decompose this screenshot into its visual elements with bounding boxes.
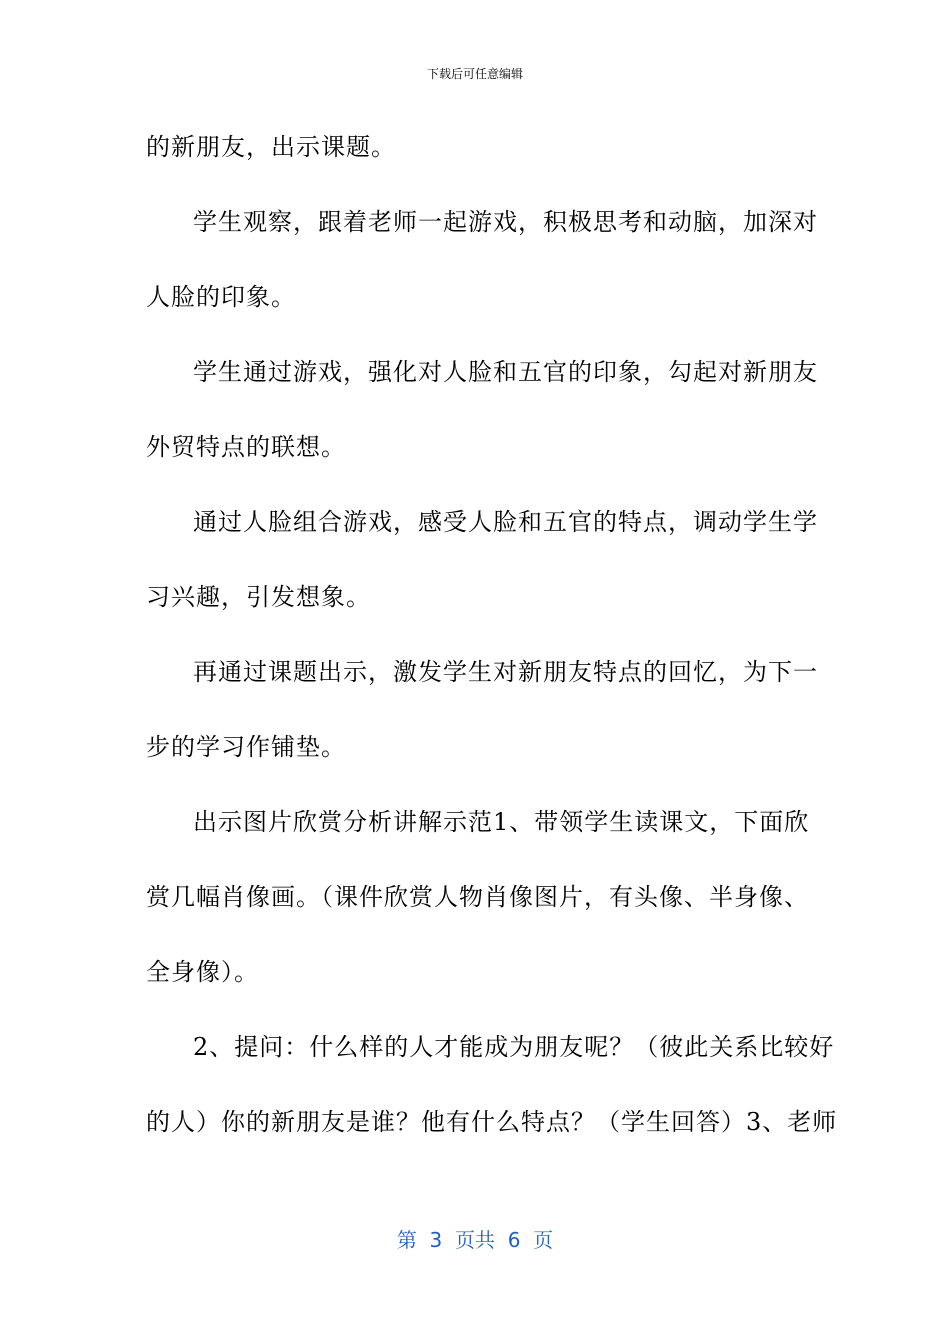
page-number: 第 3 页共 6 页 [396, 1228, 554, 1252]
page-header: 下载后可任意编辑 [426, 67, 523, 81]
text-line: 赏几幅肖像画。（课件欣赏人物肖像图片，有头像、半身像、 [146, 883, 809, 911]
text-line: 2、提问：什么样的人才能成为朋友呢？（彼此关系比较好 [193, 1033, 835, 1061]
text-line: 全身像）。 [146, 958, 259, 986]
text-line: 的人）你的新朋友是谁？他有什么特点？（学生回答）3、老师 [146, 1108, 838, 1136]
text-line: 出示图片欣赏分析讲解示范1、带领学生读课文，下面欣 [193, 808, 810, 836]
text-line: 学生观察，跟着老师一起游戏，积极思考和动脑，加深对 [193, 208, 818, 236]
text-line: 通过人脸组合游戏，感受人脸和五官的特点，调动学生学 [193, 508, 818, 536]
text-line: 外贸特点的联想。 [146, 433, 346, 461]
text-line: 人脸的印象。 [146, 283, 296, 311]
text-line: 再通过课题出示，激发学生对新朋友特点的回忆，为下一 [193, 658, 818, 686]
text-line: 习兴趣，引发想象。 [146, 583, 371, 611]
text-line: 学生通过游戏，强化对人脸和五官的印象，勾起对新朋友 [193, 358, 818, 386]
text-line: 的新朋友，出示课题。 [146, 133, 396, 161]
text-line: 步的学习作铺垫。 [146, 733, 346, 761]
